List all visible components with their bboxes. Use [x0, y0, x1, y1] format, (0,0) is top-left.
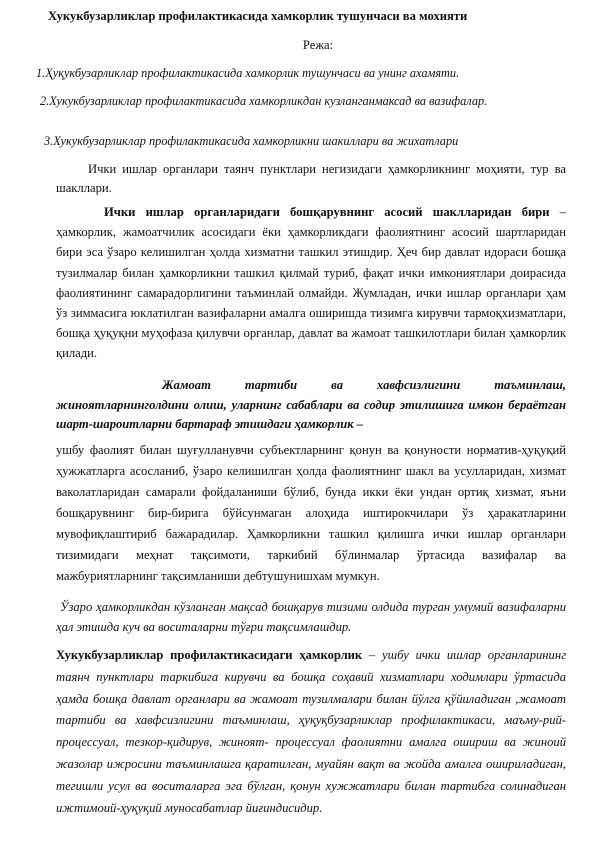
public-order-rest: жиноятларнинголдини олиш, уларнинг сабаблари ва содир этилишига имкон бераётган шарт-шароитларни бартараф этишдаги ҳамкорлик – [56, 397, 566, 431]
definition-paragraph: ушбу фаолият билан шуғулланувчи субъектларнинг қонун ва қонуности норматив-ҳуқуқий ҳужжатларга асосланиб, ўзаро келишилган ҳолда фаолиятнинг шакл ва усулларидан, хизмат ваколатларидан самарали фойдаланиши бўлиб, бунда икки ёки ундан ортиқ хизмат, яъни бошқарувнинг бир-бирига бўйсунмаган алоҳида иштирокчилари ўз ҳаракатларини мувофиқлаштириб бажарадилар. Ҳамкорликни ташкил қилишга ички ишлар органлари тизимидаги меҳнат тақсимоти, таркибий бўлинмалар ўртасида вазифалар ва мажбуриятларнинг тақсимланиши дебтушунишхам мумкун. [56, 443, 566, 583]
intro-paragraph: Ички ишлар органлари таянч пунктлари негизидаги ҳамкорликнинг моҳияти, тур ва шакллари. [56, 162, 566, 195]
cooperation-text: – ҳамкорлик, жамоатчилик асосидаги ёки ҳамкорликдаги фаолиятнинг асосий шартларидан бири эса ўзаро келишилган ҳолда хизматни ташкил этишдир. Ҳеч бир давлат идораси бошқа тузилмалар билан ҳамкорликни ташкил қилмай туриб, фақат ички имкониятлари доирасида фаолиятининг самарадорлигини таъминлай олмайди. Жумладан, ички ишлар органлари ҳам ўз зиммасига юклатилган вазифаларни амалга оширишда тизимга кирувчи тармоқхизматлари, бошқа ҳуқуқни муҳофаза қилувчи органлар, давлат ва жамоат ташкилотлари билан ҳамкорлик қилади. [56, 205, 566, 361]
purpose-paragraph: Ўзаро ҳамкорликдан кўзланган мақсад бошқарув тизими олдида турган умумий вазифаларни ҳал этишда куч ва воситаларни тўғри тақсимлашдир. [56, 600, 566, 634]
cooperation-paragraph [56, 202, 566, 364]
plan-item-1: 1.Ҳуқукбузарликлар профилактикасида хамкорлик тушунчаси ва унинг ахамяти. [36, 66, 460, 80]
plan-heading: Режа: [302, 38, 334, 52]
plan-item-3: 3.Хукукбузарликлар профилактикасида хамкорликни шакиллари ва жихатлари [44, 134, 459, 148]
document-title: Хукукбузарликлар профилактикасида хамкорлик тушунчаси ва мохияти [48, 9, 468, 23]
prevention-term: Хукукбузарликлар профилактикасидаги ҳамкорлик [56, 648, 363, 662]
public-order-lead: Жамоат тартиби ва хавфсизлигини таъминлаш, [162, 378, 566, 392]
cooperation-term: Ички ишлар органларидаги бошқарувнинг асосий шаклларидан бири [104, 205, 550, 219]
prevention-paragraph [56, 645, 566, 819]
plan-item-2: 2.Хукукбузарликлар профилактикасида хамкорликдан кузланганмаксад ва вазифалар. [40, 94, 488, 108]
prevention-text: – ушбу ички ишлар органларининг таянч пунктлари таркибига кирувчи ва бошқа соҳавий хизматлари ходимлари ўртасида ҳамда бошқа давлат органлари ва жамоат тузилмалари билан йўлга қўйиладиган ,жамоат тартиби ва хавфсизлигини таъминлаш, ҳуқуқбузарликлар профилактикаси, маъму-рий- процессуал, тезкор-қидирув, жиноят- процессуал фаолиятни амалга ошириш ва жиноий жазолар ижросини таъминлашга қаратилган, муайян вақт ва жойда амалга ошириладиган, тегишли усул ва воситаларга эга бўлган, қонун хужжатлари билан тартибга солинадиган ижтимоий-ҳуқуқий муносабатлар йиғиндисидир. [56, 648, 566, 815]
public-order-heading [56, 376, 566, 435]
